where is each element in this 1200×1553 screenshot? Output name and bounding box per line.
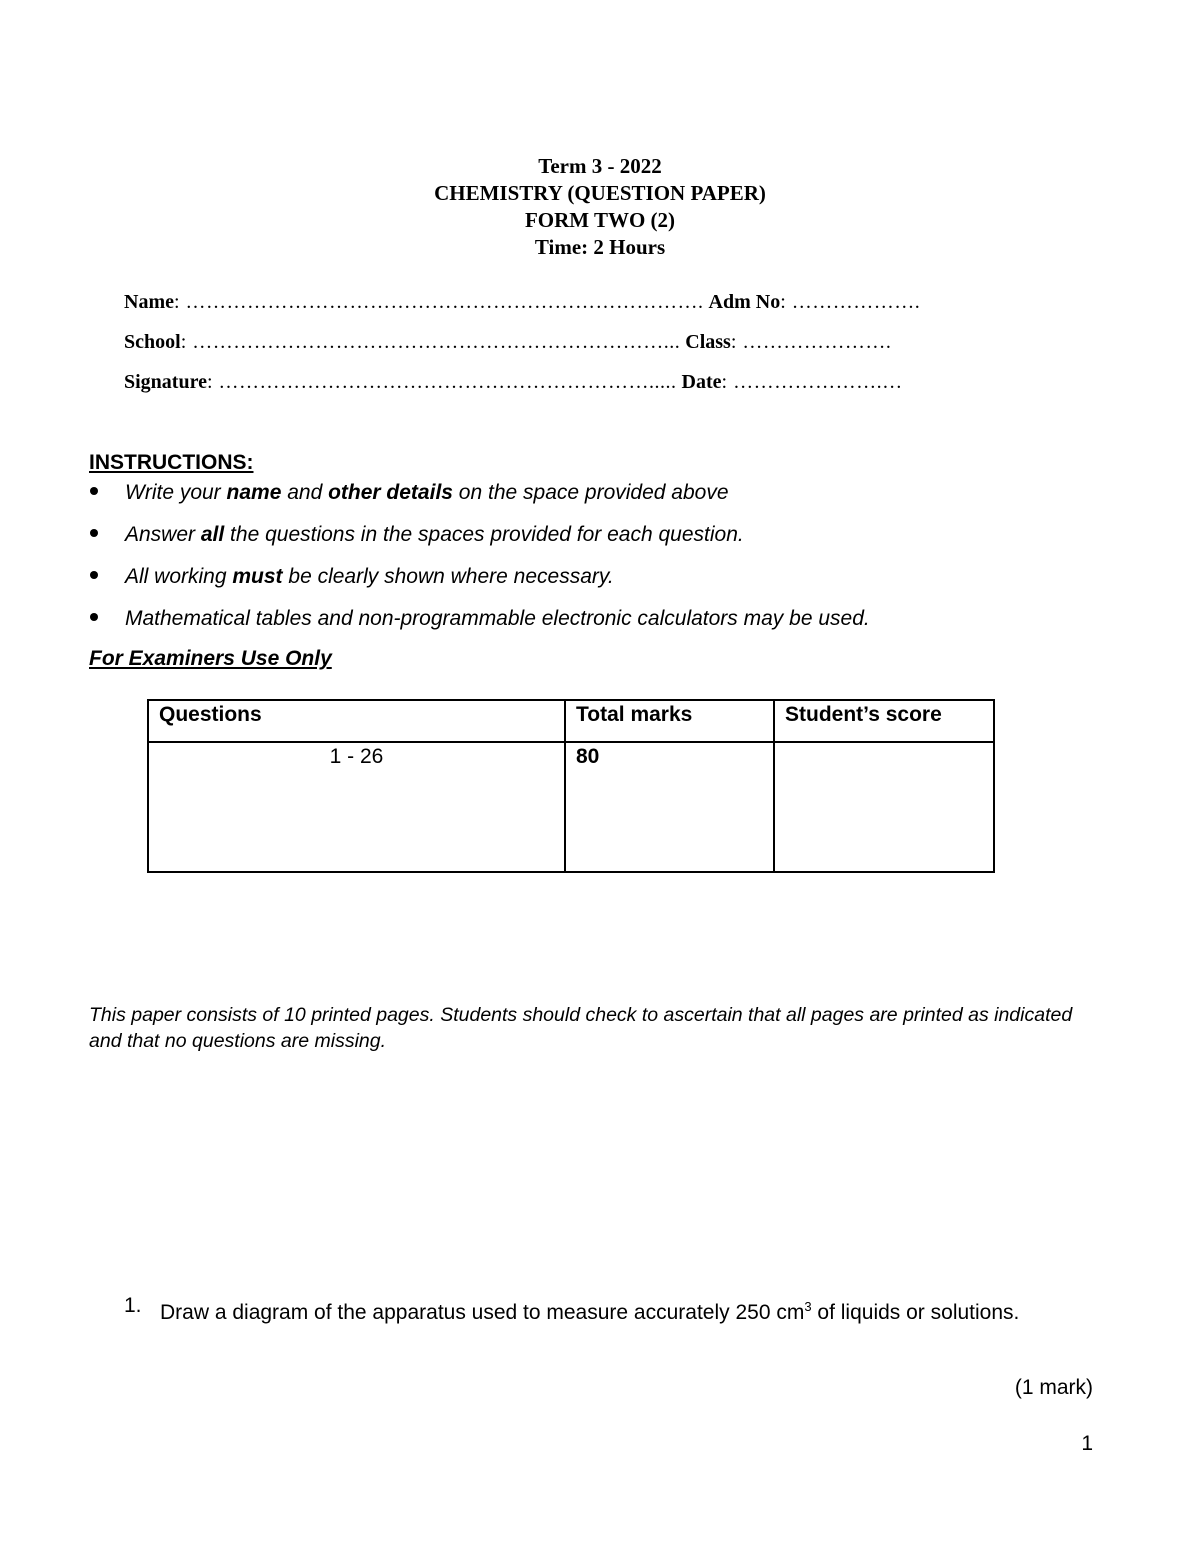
school-label: School: [124, 331, 181, 353]
class-label: Class: [685, 331, 731, 353]
name-blank: : ………………………………………………………………….: [173, 291, 704, 313]
student-score-cell: [774, 742, 994, 872]
school-blank: : ……………………………………………………………...: [180, 331, 681, 353]
term-heading: Term 3 - 2022: [538, 154, 662, 178]
questions-cell: 1 - 26: [148, 742, 565, 872]
adm-no-blank: : ……………….: [780, 291, 921, 313]
question-text: Draw a diagram of the apparatus used to measure accurately 250 $cm^3$ of liquids or solutions.: [160, 1299, 1020, 1324]
examiners-title: For Examiners Use Only: [89, 647, 332, 670]
adm-no-label: Adm No: [708, 291, 781, 313]
table-header-row: [148, 700, 994, 742]
total-marks-cell: 80: [565, 742, 774, 872]
subject-heading: CHEMISTRY (QUESTION PAPER): [434, 181, 766, 205]
date-label: Date: [681, 371, 722, 393]
date-blank: : ………………….…: [721, 371, 903, 393]
name-field-row: [124, 289, 984, 315]
school-field-row: [124, 329, 984, 355]
instruction-item: Answer all the questions in the spaces provided for each question.: [89, 521, 744, 549]
table-header: Student’s score: [774, 700, 994, 742]
table-header: Questions: [148, 700, 565, 742]
bullet-icon: [89, 479, 125, 507]
instruction-item: Write your name and other details on the space provided above: [89, 479, 729, 507]
signature-blank: : ……………………………………………………….....: [206, 371, 677, 393]
instructions-title: INSTRUCTIONS:: [89, 451, 254, 474]
bullet-icon: [89, 563, 125, 591]
question-marks: (1 mark): [1014, 1376, 1093, 1399]
table-row: [148, 742, 994, 872]
instruction-item: All working must be clearly shown where necessary.: [89, 563, 614, 591]
question-number: 1.: [124, 1294, 142, 1317]
signature-field-row: [124, 369, 984, 395]
form-heading: FORM TWO (2): [524, 208, 676, 232]
bullet-icon: [89, 605, 125, 633]
instruction-item: Mathematical tables and non-programmable electronic calculators may be used.: [89, 605, 870, 633]
class-blank: : ………………….: [730, 331, 892, 353]
page-number: 1: [1081, 1432, 1093, 1455]
time-heading: Time: 2 Hours: [534, 235, 666, 259]
bullet-icon: [89, 521, 125, 549]
signature-label: Signature: [124, 371, 207, 393]
pages-note: This paper consists of 10 printed pages. Students should check to ascertain that all pages are printed as indicated and that no questions are missing.: [89, 1004, 1073, 1052]
examiners-table: [147, 699, 995, 873]
table-header: Total marks: [565, 700, 774, 742]
name-label: Name: [124, 291, 174, 313]
